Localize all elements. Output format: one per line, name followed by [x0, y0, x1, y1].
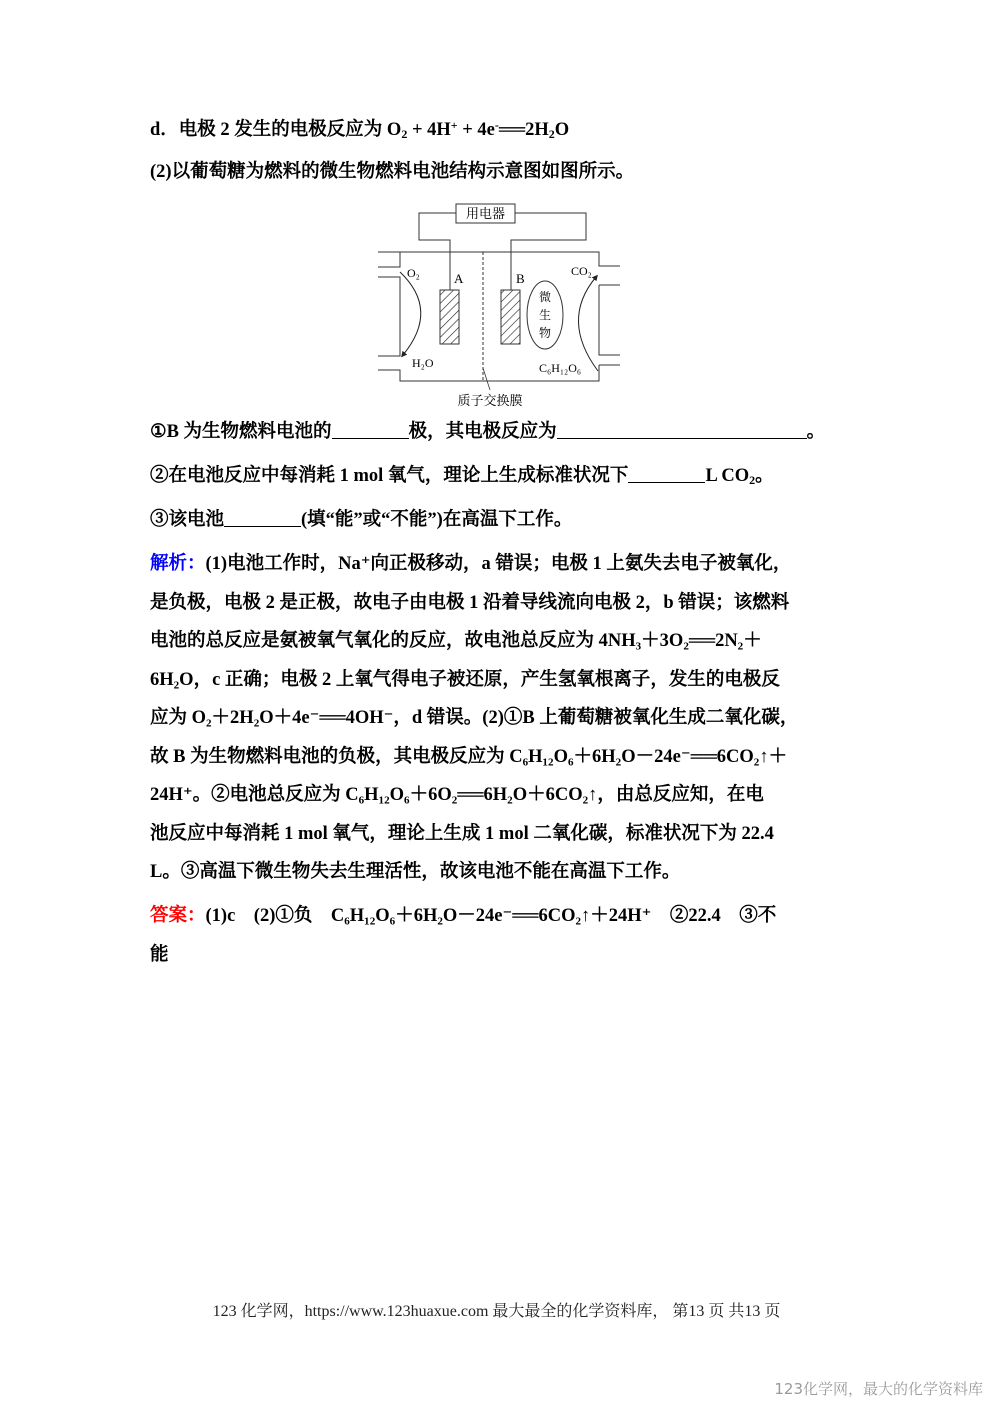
analysis-label: 解析： [150, 553, 206, 574]
analysis-row: 24H⁺。②电池总反应为 C₆H₁₂O₆＋6O₂══6H₂O＋6CO₂↑，由总反应知，在电 [150, 785, 764, 805]
answer-blank-3[interactable] [224, 508, 301, 527]
option-d [150, 118, 569, 142]
sub-question-1: ①B 为生物燃料电池的 极，其电极反应为 。 [150, 422, 826, 442]
analysis-row: 电池的总反应是氨被氧气氧化的反应，故电池总反应为 4NH₃＋3O₂══2N₂＋ [150, 631, 762, 651]
answer-section [150, 897, 850, 974]
answer-blank-2[interactable] [628, 464, 705, 483]
answer-row: 答案：(1)c (2)①负 C₆H₁₂O₆＋6H₂O－24e⁻══6CO₂↑＋24H⁺ ②22.4 ③不 [150, 905, 777, 926]
answer-blank-1a[interactable] [332, 420, 409, 439]
membrane-label: 质子交换膜 [457, 393, 523, 408]
h2o-label: H₂O [412, 356, 434, 370]
fuel-cell-diagram [370, 195, 620, 415]
watermark: 123化学网，最大的化学资料库 [774, 1380, 983, 1398]
analysis-row: 池反应中每消耗 1 mol 氧气，理论上生成 1 mol 二氧化碳，标准状况下为 22.4 [150, 823, 774, 844]
electrode-b-label: B [516, 271, 525, 286]
analysis-row: L。③高温下微生物失去生理活性，故该电池不能在高温下工作。 [150, 862, 681, 882]
co2-label: CO₂ [571, 264, 592, 278]
appliance-label: 用电器 [465, 206, 506, 221]
microbe-label-3: 物 [538, 326, 552, 340]
o2-flow-arrow [400, 272, 421, 355]
microbe-label-2: 生 [538, 308, 552, 322]
electrode-a-label: A [454, 271, 464, 286]
glucose-label: C₆H₁₂O₆ [539, 361, 582, 375]
option-d-equation: $O_2 + 4H^+$ + $4e^-══2H_2O$ [386, 118, 570, 141]
answer-blank-1b[interactable] [557, 420, 807, 439]
analysis-row: 解析：(1)电池工作时，Na⁺向正极移动，a 错误；电极 1 上氨失去电子被氧化， [150, 553, 792, 574]
part2-intro: (2)以葡萄糖为燃料的微生物燃料电池结构示意图如图所示。 [150, 162, 635, 182]
co2-flow-arrow [578, 277, 598, 371]
electrode-b [501, 290, 520, 344]
analysis-row: 故 B 为生物燃料电池的负极，其电极反应为 C₆H₁₂O₆＋6H₂O－24e⁻══6CO₂↑＋ [150, 746, 788, 767]
electrode-a [440, 290, 459, 344]
analysis-row: 6H₂O，c 正确；电极 2 上氧气得电子被还原，产生氢氧根离子，发生的电极反 [150, 669, 780, 690]
microbe-label-1: 微 [538, 290, 552, 304]
answer-label: 答案： [150, 905, 206, 926]
analysis-row: 是负极，电极 2 是正极，故电子由电极 1 沿着导线流向电极 2，b 错误；该燃料 [150, 592, 790, 613]
analysis-section [150, 545, 850, 892]
option-d-prefix: d．电极 2 发生的电极反应为 [150, 120, 387, 140]
answer-row: 能 [150, 944, 169, 965]
sub-question-2: ②在电池反应中每消耗 1 mol 氧气，理论上生成标准状况下 L $CO_2$。 [150, 466, 774, 487]
o2-label: O₂ [407, 266, 420, 280]
sub-question-3: ③该电池 (填“能”或“不能”)在高温下工作。 [150, 510, 573, 530]
page-footer: 123 化学网，https://www.123huaxue.com 最大最全的化学资料库， 第13 页 共13 页 [212, 1303, 781, 1320]
analysis-row: 应为 O₂＋2H₂O＋4e⁻══4OH⁻，d 错误。(2)①B 上葡萄糖被氧化生成二氧化碳， [150, 708, 799, 728]
